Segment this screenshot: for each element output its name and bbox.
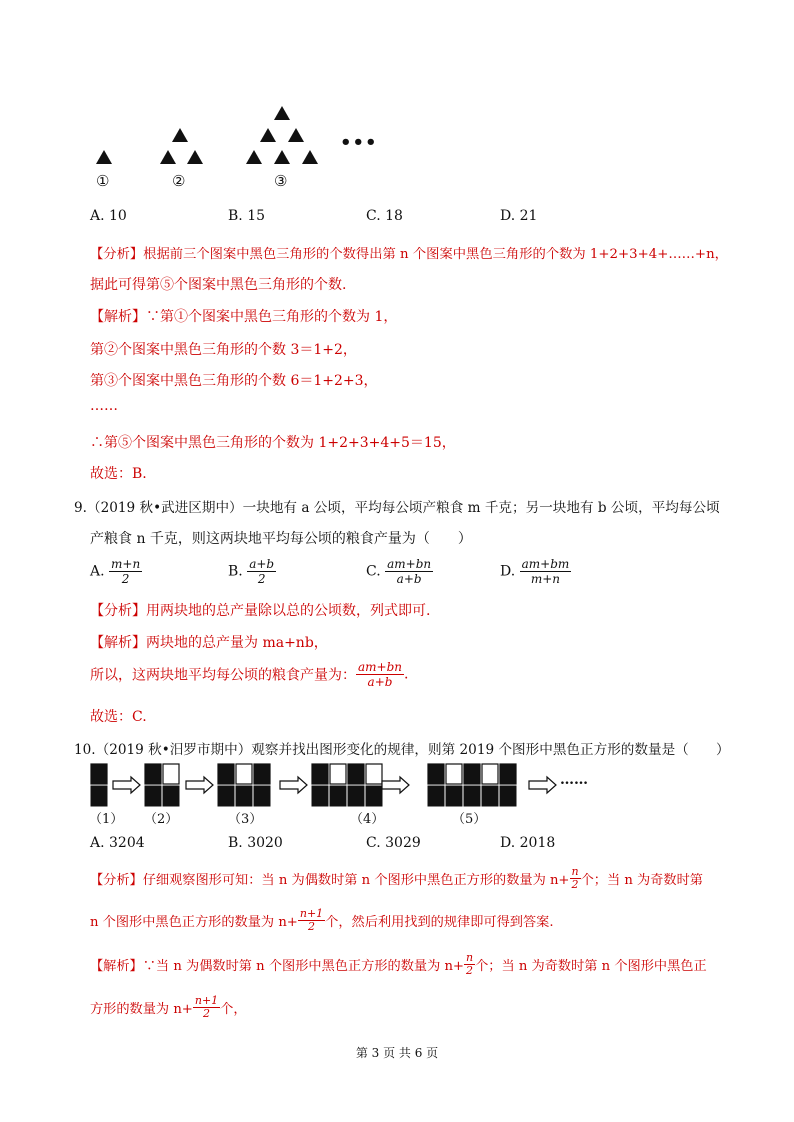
q9-stem-line2: 产粮食 n 千克，则这两块地平均每公顷的粮食产量为（ ） <box>90 531 472 547</box>
black-square <box>163 786 179 806</box>
q10-solution-line2: 方形的数量为 n+ $\frac{n+1}{2}$ 个， <box>90 994 247 1020</box>
q10-analysis-line2: n 个图形中黑色正方形的数量为 n+ $\frac{n+1}{2}$ 个，然后利用找到的规律即可得到答案. <box>90 907 554 933</box>
figure-label-3: ③ <box>274 172 288 190</box>
black-square <box>312 764 328 784</box>
figure-ellipsis: ••• <box>340 132 378 153</box>
white-square <box>446 764 462 784</box>
q8-solution-line3: 第③个图案中黑色三角形的个数 6＝1+2+3， <box>90 373 378 389</box>
q9-analysis: 【分析】用两块地的总产量除以总的公顷数，列式即可. <box>90 603 431 619</box>
q8-answer: 故选：B. <box>90 466 147 482</box>
q8-option-b: B. 15 <box>228 208 266 224</box>
black-square <box>218 786 234 806</box>
q9-answer: 故选：C. <box>90 709 147 725</box>
white-square <box>330 764 346 784</box>
black-square <box>464 786 480 806</box>
q10-figure-label-5: （5） <box>452 812 487 827</box>
q8-option-d: D. 21 <box>500 208 538 224</box>
q10-option-b: B. 3020 <box>228 835 283 851</box>
arrow-icon <box>280 777 307 793</box>
black-square <box>145 786 161 806</box>
black-square <box>348 764 364 784</box>
q10-option-c: C. 3029 <box>366 835 421 851</box>
q10-figure-ellipsis: …… <box>560 772 588 788</box>
black-square <box>236 786 252 806</box>
q10-option-a: A. 3204 <box>90 835 145 851</box>
arrow-icon <box>529 777 556 793</box>
black-square <box>254 786 270 806</box>
q8-solution-line4: …… <box>90 398 118 414</box>
white-square <box>366 764 382 784</box>
q10-figure-label-4: （4） <box>350 812 385 827</box>
figure-label-1: ① <box>96 172 110 190</box>
black-square <box>254 764 270 784</box>
q8-solution-line1: 【解析】∵第①个图案中黑色三角形的个数为 1， <box>90 309 398 325</box>
arrow-icon <box>382 777 409 793</box>
page-footer: 第 3 页 共 6 页 <box>355 1046 439 1060</box>
black-square <box>312 786 328 806</box>
q8-option-c: C. 18 <box>366 208 403 224</box>
black-square <box>348 786 364 806</box>
q10-figure-label-2: （2） <box>144 812 179 827</box>
black-square <box>91 786 107 806</box>
black-square <box>366 786 382 806</box>
q10-solution-line1: 【解析】∵当 n 为偶数时第 n 个图形中黑色正方形的数量为 n+ $\frac{n}{2}$ 个；当 n 为奇数时第 n 个图形中黑色正 <box>90 951 707 977</box>
q8-solution-line5: ∴第⑤个图案中黑色三角形的个数为 1+2+3+4+5＝15， <box>90 435 456 451</box>
black-square <box>218 764 234 784</box>
black-square <box>91 764 107 784</box>
black-square <box>464 764 480 784</box>
black-square <box>500 764 516 784</box>
black-square <box>145 764 161 784</box>
arrow-icon <box>113 777 140 793</box>
q8-analysis-line2: 据此可得第⑤个图案中黑色三角形的个数. <box>90 277 347 293</box>
arrow-icon <box>186 777 213 793</box>
white-square <box>163 764 179 784</box>
q9-option-d: D. $\frac{am+bm}{m+n}$ <box>500 557 570 586</box>
q9-option-c: C. $\frac{am+bn}{a+b}$ <box>366 557 432 586</box>
q8-analysis-line1: 【分析】根据前三个图案中黑色三角形的个数得出第 n 个图案中黑色三角形的个数为 1+2+3+4+……+n， <box>90 247 728 262</box>
q10-stem: 10.（2019 秋•汨罗市期中）观察并找出图形变化的规律，则第 2019 个图形中黑色正方形的数量是（ ） <box>74 742 730 758</box>
black-square <box>446 786 462 806</box>
black-square <box>428 764 444 784</box>
figure-label-2: ② <box>172 172 186 190</box>
white-square <box>482 764 498 784</box>
q9-option-b: B. $\frac{a+b}{2}$ <box>228 557 275 586</box>
q10-figure-label-3: （3） <box>228 812 263 827</box>
black-square <box>500 786 516 806</box>
q8-solution-line2: 第②个图案中黑色三角形的个数 3＝1+2， <box>90 342 357 358</box>
black-square <box>330 786 346 806</box>
q10-option-d: D. 2018 <box>500 835 556 851</box>
q8-option-a: A. 10 <box>90 208 127 224</box>
white-square <box>236 764 252 784</box>
q9-solution-line2: 所以，这两块地平均每公顷的粮食产量为： $\frac{am+bn}{a+b}$ . <box>90 660 409 689</box>
black-square <box>482 786 498 806</box>
q9-option-a: A. $\frac{m+n}{2}$ <box>90 557 141 586</box>
black-square <box>428 786 444 806</box>
q9-stem-line1: 9.（2019 秋•武进区期中）一块地有 a 公顷，平均每公顷产粮食 m 千克；另一块地有 b 公顷，平均每公顷 <box>74 500 720 516</box>
q10-figure-label-1: （1） <box>89 812 124 827</box>
q10-analysis-line1: 【分析】仔细观察图形可知：当 n 为偶数时第 n 个图形中黑色正方形的数量为 n+ $\frac{n}{2}$ 个；当 n 为奇数时第 <box>90 865 703 891</box>
q9-solution-line1: 【解析】两块地的总产量为 ma+nb， <box>90 635 328 651</box>
